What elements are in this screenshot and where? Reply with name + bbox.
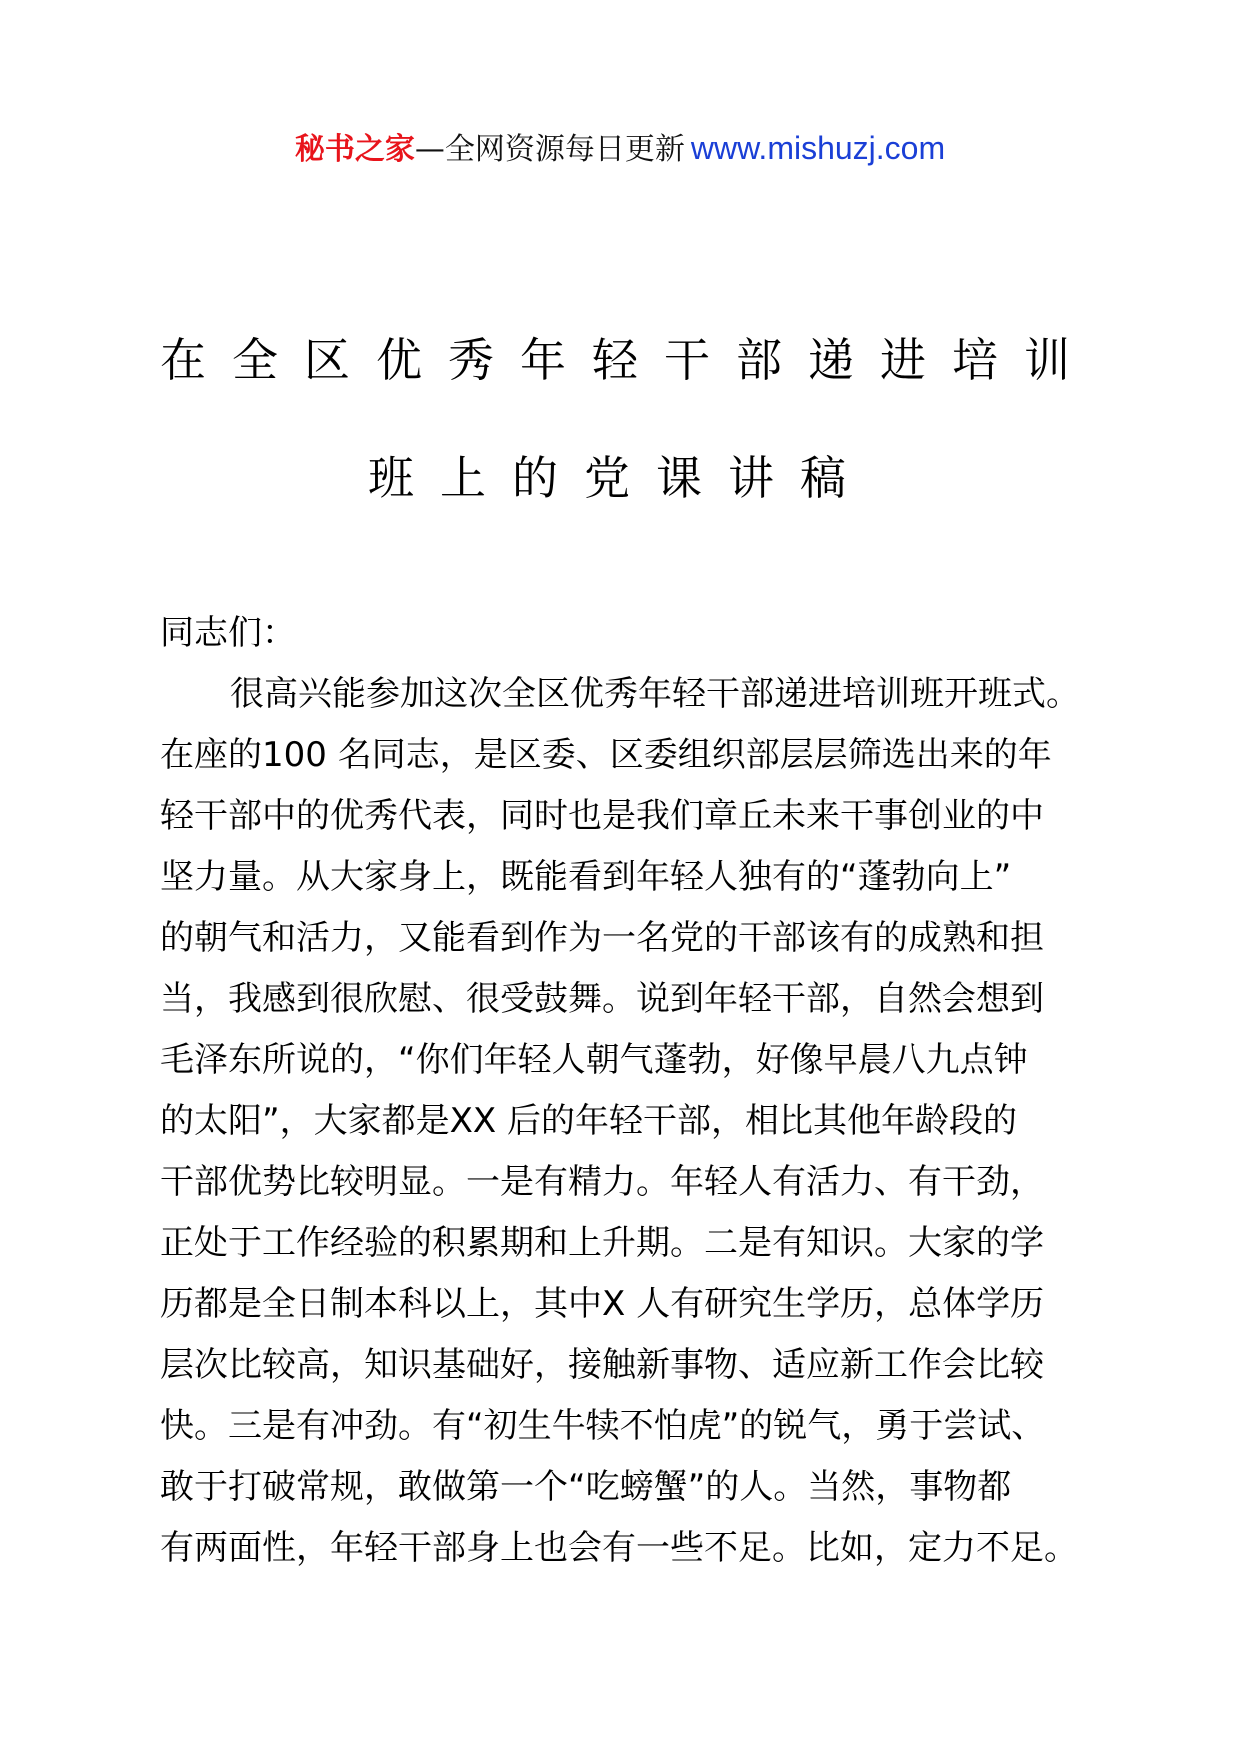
paragraph-line: 毛泽东所说的，“你们年轻人朝气蓬勃，好像早晨八九点钟 [160, 1040, 1028, 1080]
salutation: 同志们： [160, 613, 296, 653]
paragraph-line: 层次比较高，知识基础好，接触新事物、适应新工作会比较 [160, 1345, 1044, 1385]
paragraph-line: 在座的100 名同志，是区委、区委组织部层层筛选出来的年 [160, 735, 1052, 775]
paragraph-line: 的太阳”，大家都是XX 后的年轻干部，相比其他年龄段的 [160, 1101, 1018, 1141]
paragraph-line: 正处于工作经验的积累期和上升期。二是有知识。大家的学 [160, 1223, 1044, 1263]
site-url-link[interactable]: www.mishuzj.com [690, 130, 946, 166]
paragraph-line: 历都是全日制本科以上，其中X 人有研究生学历，总体学历 [160, 1284, 1045, 1324]
paragraph-line: 敢于打破常规，敢做第一个“吃螃蟹”的人。当然，事物都 [160, 1467, 1012, 1507]
paragraph-line: 快。三是有冲劲。有“初生牛犊不怕虎”的锐气，勇于尝试、 [160, 1406, 1046, 1446]
site-slogan: —全网资源每日更新 [414, 132, 685, 167]
site-brand: 秘书之家 [294, 132, 415, 167]
document-body [160, 603, 1100, 1579]
paragraph-line: 当，我感到很欣慰、很受鼓舞。说到年轻干部，自然会想到 [160, 979, 1044, 1019]
document-title-line-2: 班上的党课讲稿 [368, 451, 872, 505]
site-header [0, 128, 1240, 170]
paragraph-line: 轻干部中的优秀代表，同时也是我们章丘未来干事创业的中 [160, 796, 1044, 836]
paragraph-line: 很高兴能参加这次全区优秀年轻干部递进培训班开班式。 [230, 674, 1080, 714]
document-title-line-1: 在全区优秀年轻干部递进培训 [160, 333, 1096, 387]
paragraph-line: 坚力量。从大家身上，既能看到年轻人独有的“蓬勃向上” [160, 857, 1012, 897]
paragraph-line: 干部优势比较明显。一是有精力。年轻人有活力、有干劲， [160, 1162, 1044, 1202]
paragraph-line: 的朝气和活力，又能看到作为一名党的干部该有的成熟和担 [160, 918, 1044, 958]
paragraph-line: 有两面性，年轻干部身上也会有一些不足。比如，定力不足。 [160, 1528, 1078, 1568]
